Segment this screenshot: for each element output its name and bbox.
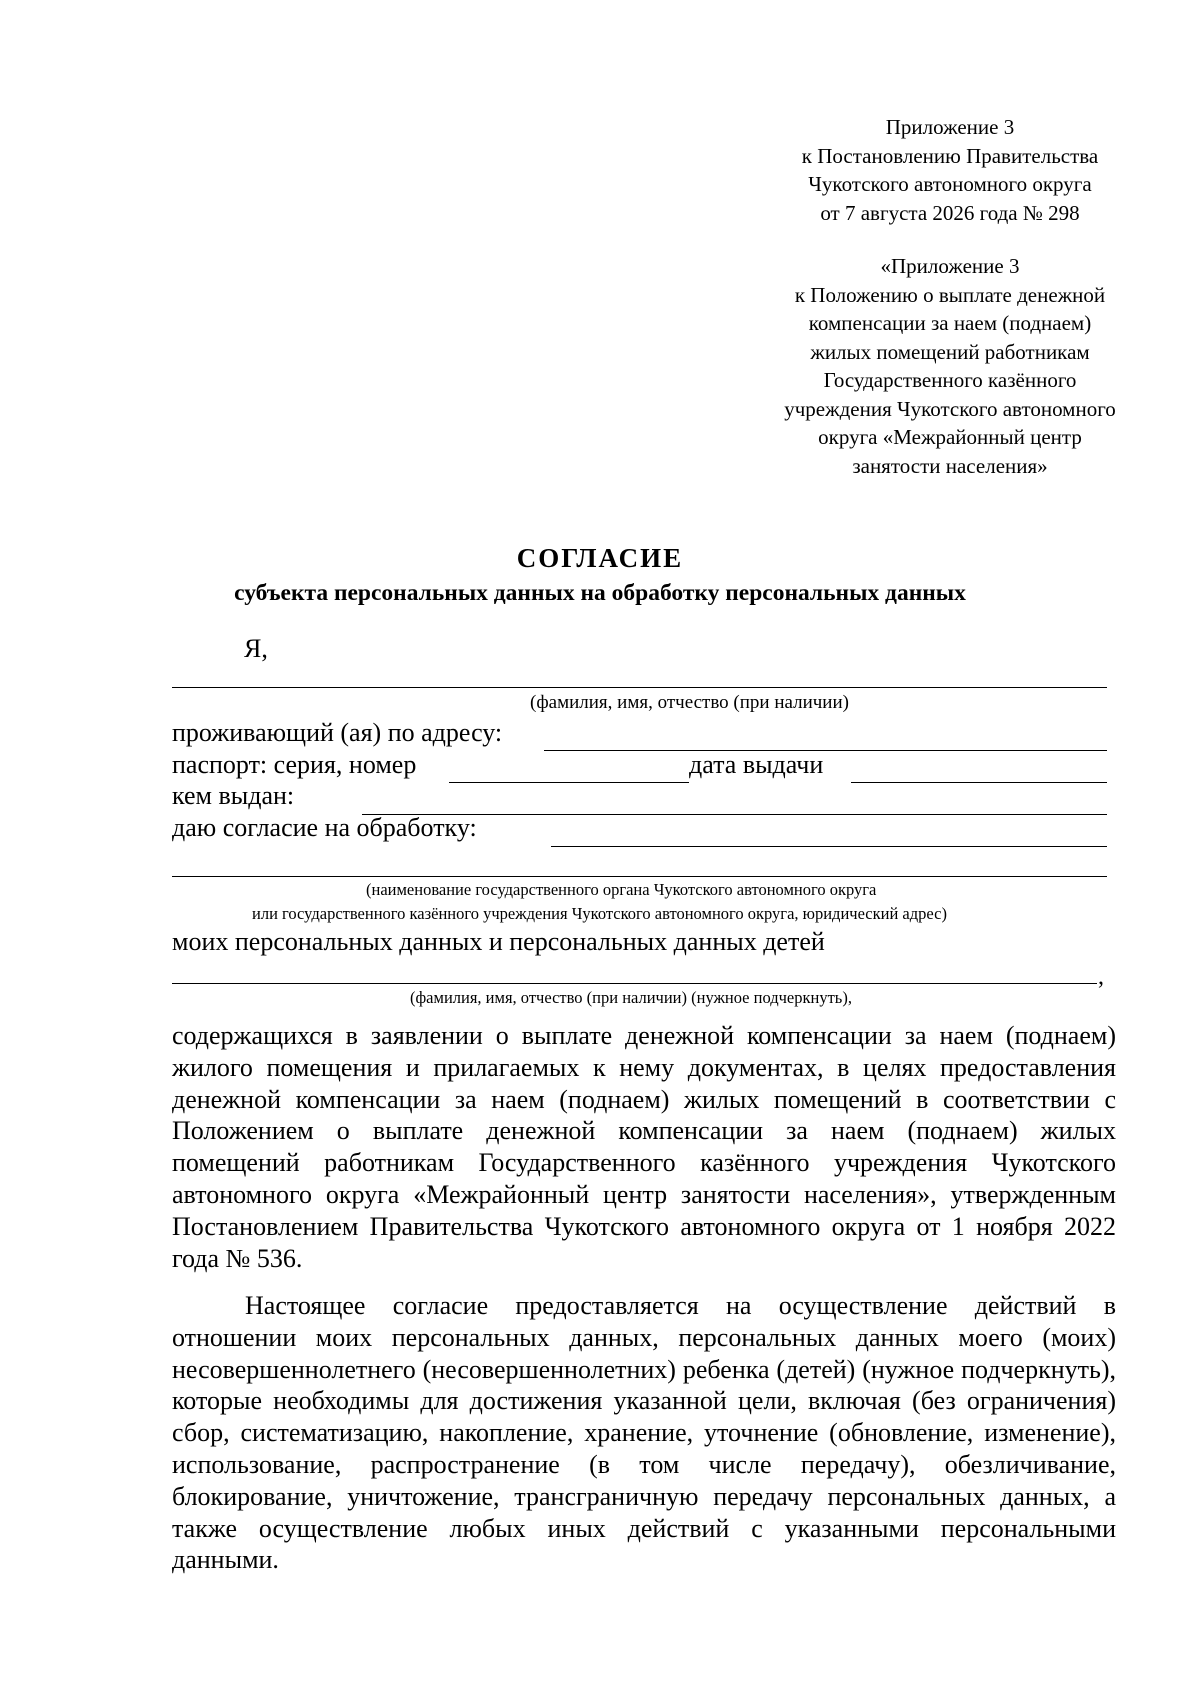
annex-2-line: жилых помещений работникам bbox=[810, 339, 1090, 364]
annex-2-line: округа «Межрайонный центр bbox=[818, 425, 1082, 449]
annex-2-line: компенсации за наем (поднаем) bbox=[808, 311, 1092, 335]
annex-1-line: к Постановлению Правительства bbox=[801, 143, 1099, 168]
document-title: СОГЛАСИЕ bbox=[516, 543, 684, 573]
passport-label: паспорт: серия, номер bbox=[172, 750, 417, 779]
annex-2-line: занятости населения» bbox=[852, 453, 1048, 478]
annex-header-2 bbox=[740, 252, 1160, 480]
consent-label: даю согласие на обработку: bbox=[172, 813, 477, 842]
fio-blank-line[interactable] bbox=[172, 687, 1107, 688]
body-paragraph-2: Настоящее согласие предоставляется на осуществление действий в отношении моих персональных данных, персональных данных моего (моих) несовершеннолетнего (несовершеннолетних) ребенка (детей) (нужное подчеркнуть), которые необходимы для достижения указанной цели, включая (без ограничения) сбор, систематизацию, накопление, хранение, уточнение (обновление, изменение), использование, распространение (в том числе передачу), обезличивание, блокирование, уничтожение, трансграничную передачу персональных данных, а также осуществление любых иных действий с указанными персональными данными. bbox=[172, 1291, 1116, 1575]
organization-caption-line-1: (наименование государственного органа Чукотского автономного округа bbox=[366, 880, 877, 899]
annex-1-line: Приложение 3 bbox=[885, 115, 1015, 139]
issue-date-blank-line[interactable] bbox=[851, 782, 1107, 783]
annex-1-line: Чукотского автономного округа bbox=[808, 172, 1092, 196]
children-line-comma: , bbox=[1098, 964, 1104, 990]
annex-1-line: от 7 августа 2026 года № 298 bbox=[820, 200, 1080, 225]
body-paragraph-1: содержащихся в заявлении о выплате денежной компенсации за наем (поднаем) жилого помещения и прилагаемых к нему документах, в целях предоставления денежной компенсации за наем (поднаем) жилых помещений в соответствии с Положением о выплате денежной компенсации за наем (поднаем) жилых помещений работникам Государственного казённого учреждения Чукотского автономного округа «Межрайонный центр занятости населения», утвержденным Постановлением Правительства Чукотского автономного округа от 1 ноября 2022 года № 536. bbox=[172, 1021, 1116, 1273]
children-blank-line[interactable] bbox=[172, 983, 1097, 984]
document-subtitle: субъекта персональных данных на обработку персональных данных bbox=[234, 580, 966, 606]
issue-date-label: дата выдачи bbox=[689, 750, 824, 779]
passport-number-blank-line[interactable] bbox=[449, 782, 689, 783]
issued-by-label: кем выдан: bbox=[172, 781, 295, 810]
consent-blank-line[interactable] bbox=[551, 846, 1107, 847]
address-label: проживающий (ая) по адресу: bbox=[172, 718, 503, 747]
annex-header-1 bbox=[740, 113, 1160, 227]
fio-caption: (фамилия, имя, отчество (при наличии) bbox=[530, 692, 849, 713]
address-blank-line[interactable] bbox=[544, 750, 1107, 751]
organization-blank-line[interactable] bbox=[172, 876, 1107, 877]
annex-2-line: к Положению о выплате денежной bbox=[794, 282, 1106, 307]
annex-2-line: «Приложение 3 bbox=[880, 254, 1020, 278]
children-caption: (фамилия, имя, отчество (при наличии) (нужное подчеркнуть), bbox=[410, 988, 852, 1007]
children-label: моих персональных данных и персональных данных детей bbox=[172, 927, 825, 956]
first-person-pronoun: Я, bbox=[244, 634, 268, 663]
organization-caption-line-2: или государственного казённого учреждения Чукотского автономного округа, юридический адрес) bbox=[252, 904, 947, 923]
annex-2-line: учреждения Чукотского автономного bbox=[784, 396, 1116, 421]
annex-2-line: Государственного казённого bbox=[823, 368, 1077, 392]
